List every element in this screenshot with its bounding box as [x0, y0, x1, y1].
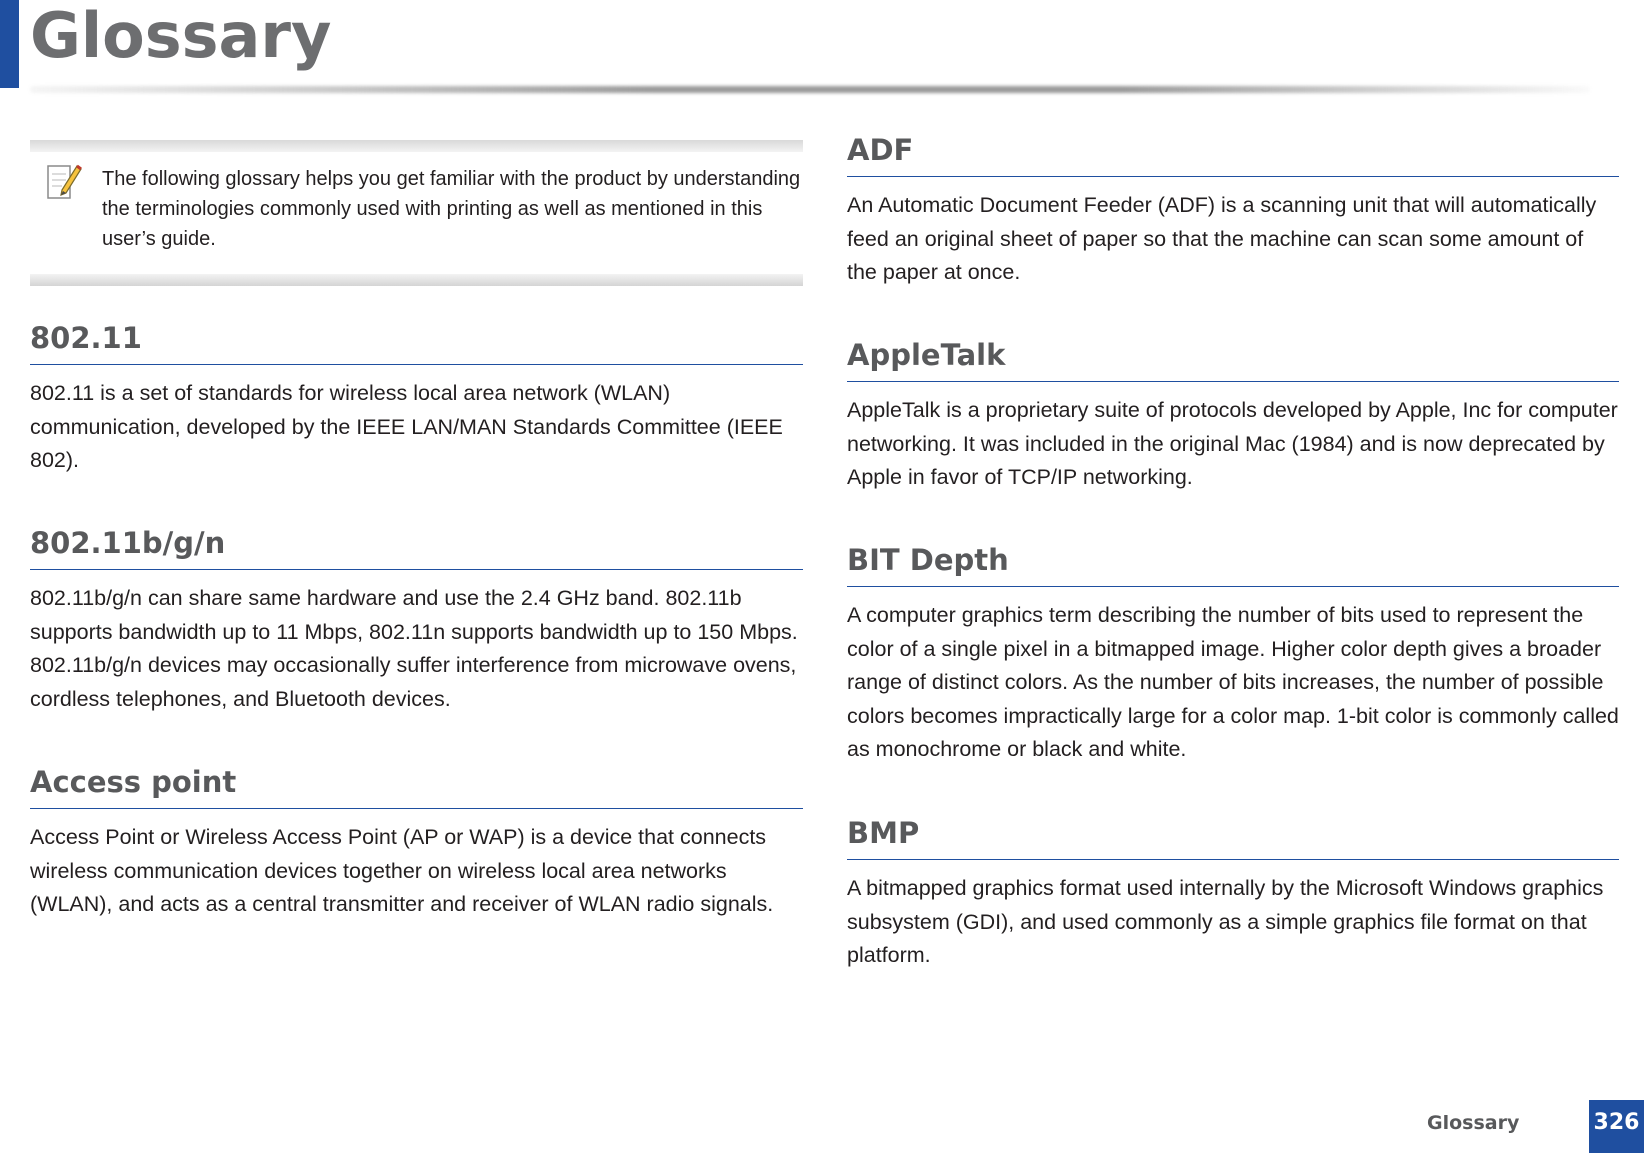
page-title: Glossary — [30, 0, 332, 72]
entry-heading: BMP — [847, 813, 1619, 860]
entry-heading: 802.11b/g/n — [30, 523, 803, 570]
page-number-badge: 326 — [1589, 1100, 1644, 1153]
entry-body: 802.11 is a set of standards for wireless local area network (WLAN) communication, developed by the IEEE LAN/MAN Standards Committee (IEEE 802). — [30, 381, 783, 472]
footer-section-label: Glossary — [1427, 1112, 1520, 1134]
glossary-entry-adf — [847, 130, 1619, 290]
note-pencil-icon — [44, 160, 82, 202]
note-box-top-border — [30, 140, 803, 152]
entry-heading: Access point — [30, 762, 803, 809]
note-text: The following glossary helps you get familiar with the product by understanding the terminologies commonly used with printing as well as mentioned in this user’s guide. — [102, 168, 801, 250]
entry-body: AppleTalk is a proprietary suite of protocols developed by Apple, Inc for computer networking. It was included in the original Mac (1984) and is now deprecated by Apple in favor of TCP/IP networking. — [847, 398, 1618, 489]
entry-body: A bitmapped graphics format used internally by the Microsoft Windows graphics subsystem (GDI), and used commonly as a simple graphics file format on that platform. — [847, 876, 1604, 967]
glossary-entry-802-11 — [30, 318, 803, 478]
glossary-entry-access-point — [30, 762, 803, 922]
glossary-entry-802-11bgn — [30, 523, 803, 716]
note-box-bottom-border — [30, 274, 803, 286]
entry-heading: AppleTalk — [847, 335, 1619, 382]
entry-body: 802.11b/g/n can share same hardware and use the 2.4 GHz band. 802.11b supports bandwidth up to 11 Mbps, 802.11n supports bandwidth up to 150 Mbps. 802.11b/g/n devices may occasionally suffer interference from microwave ovens, cordless telephones, and Bluetooth devices. — [30, 586, 798, 711]
entry-heading: 802.11 — [30, 318, 803, 365]
entry-body: An Automatic Document Feeder (ADF) is a scanning unit that will automatically feed an original sheet of paper so that the machine can scan some amount of the paper at once. — [847, 193, 1597, 284]
entry-heading: ADF — [847, 130, 1619, 177]
entry-heading: BIT Depth — [847, 540, 1619, 587]
header-accent-bar — [0, 0, 19, 88]
glossary-entry-bmp — [847, 813, 1619, 973]
header-divider — [30, 86, 1590, 93]
glossary-entry-appletalk — [847, 335, 1619, 495]
glossary-entry-bit-depth — [847, 540, 1619, 767]
entry-body: Access Point or Wireless Access Point (AP or WAP) is a device that connects wireless communication devices together on wireless local area networks (WLAN), and acts as a central transmitter and receiver of WLAN radio signals. — [30, 825, 774, 916]
entry-body: A computer graphics term describing the number of bits used to represent the color of a single pixel in a bitmapped image. Higher color depth gives a broader range of distinct colors. As the number of bits increases, the number of possible colors becomes impractically large for a color map. 1-bit color is commonly called as monochrome or black and white. — [847, 603, 1619, 761]
